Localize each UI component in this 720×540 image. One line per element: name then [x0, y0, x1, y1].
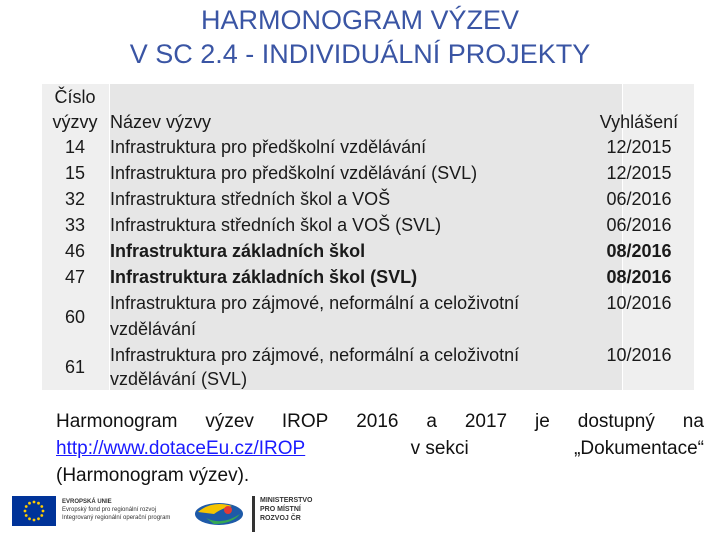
- footer-word: je: [535, 411, 550, 432]
- footer-note: [56, 408, 704, 489]
- footer-word: dostupný: [577, 411, 655, 432]
- row-date: 06/2016: [606, 189, 672, 209]
- row-name-line2: vzdělávání: [110, 319, 197, 339]
- row-name: Infrastruktura pro předškolní vzdělávání: [110, 137, 427, 157]
- row-number: 60: [64, 307, 86, 327]
- row-name: Infrastruktura základních škol: [110, 241, 366, 261]
- footer-word: 2017: [464, 411, 508, 432]
- footer-word: Harmonogram: [56, 411, 178, 432]
- mmr-caption-line3: ROZVOJ ČR: [260, 515, 301, 522]
- footer-line2: [56, 435, 704, 462]
- footer-section-name: „Dokumentace“: [574, 438, 704, 459]
- row-name-line2: vzdělávání (SVL): [110, 369, 248, 389]
- irop-logo-icon: [192, 496, 246, 528]
- row-date: 10/2016: [606, 293, 672, 313]
- row-date: 08/2016: [606, 241, 672, 261]
- row-number: 47: [64, 267, 86, 287]
- footer-word: a: [426, 411, 437, 432]
- eu-caption: [62, 498, 182, 522]
- row-name: Infrastruktura základních škol (SVL): [110, 267, 418, 287]
- eu-caption-line3: Integrovaný regionální operační program: [62, 515, 171, 521]
- row-number: 46: [64, 241, 86, 261]
- calls-table: [42, 84, 694, 390]
- row-name: Infrastruktura pro předškolní vzdělávání (SVL): [110, 163, 478, 183]
- footer-word: na: [682, 411, 704, 432]
- row-date: 08/2016: [606, 267, 672, 287]
- row-name-line1: Infrastruktura pro zájmové, neformální a celoživotní: [110, 293, 520, 313]
- logo-bar: [0, 490, 720, 540]
- footer-line1: [56, 408, 704, 435]
- row-name: Infrastruktura středních škol a VOŠ (SVL): [110, 215, 442, 235]
- eu-caption-line2: Evropský fond pro regionální rozvoj: [62, 507, 157, 513]
- footer-word: IROP: [281, 411, 329, 432]
- row-number: 15: [64, 163, 86, 183]
- dotace-link[interactable]: http://www.dotaceEu.cz/IROP: [56, 438, 306, 459]
- row-date: 12/2015: [606, 137, 672, 157]
- mmr-caption-line2: PRO MÍSTNÍ: [260, 506, 301, 513]
- header-number-line1: Číslo: [54, 87, 96, 107]
- row-date: 10/2016: [606, 345, 672, 365]
- header-name: Název výzvy: [110, 112, 212, 132]
- footer-word: 2016: [356, 411, 399, 432]
- row-name: Infrastruktura středních škol a VOŠ: [110, 189, 391, 209]
- footer-word: výzev: [205, 411, 254, 432]
- row-number: 32: [64, 189, 86, 209]
- eu-flag-icon: [12, 496, 56, 526]
- mmr-caption-line1: MINISTERSTVO: [260, 497, 313, 504]
- header-date: Vyhlášení: [599, 112, 679, 132]
- row-name-line1: Infrastruktura pro zájmové, neformální a celoživotní: [110, 345, 520, 365]
- slide-title-line2: V SC 2.4 - INDIVIDUÁLNÍ PROJEKTY: [129, 39, 591, 69]
- row-date: 12/2015: [606, 163, 672, 183]
- footer-line3: (Harmonogram výzev).: [56, 465, 250, 486]
- row-number: 61: [64, 357, 86, 377]
- row-date: 06/2016: [606, 215, 672, 235]
- row-number: 14: [64, 137, 86, 157]
- footer-section-text: v sekci: [410, 438, 469, 459]
- header-number-line2: výzvy: [52, 112, 98, 132]
- mmr-caption: [260, 496, 313, 523]
- eu-caption-line1: EVROPSKÁ UNIE: [62, 499, 112, 505]
- row-number: 33: [64, 215, 86, 235]
- slide-title-line1: HARMONOGRAM VÝZEV: [200, 5, 520, 35]
